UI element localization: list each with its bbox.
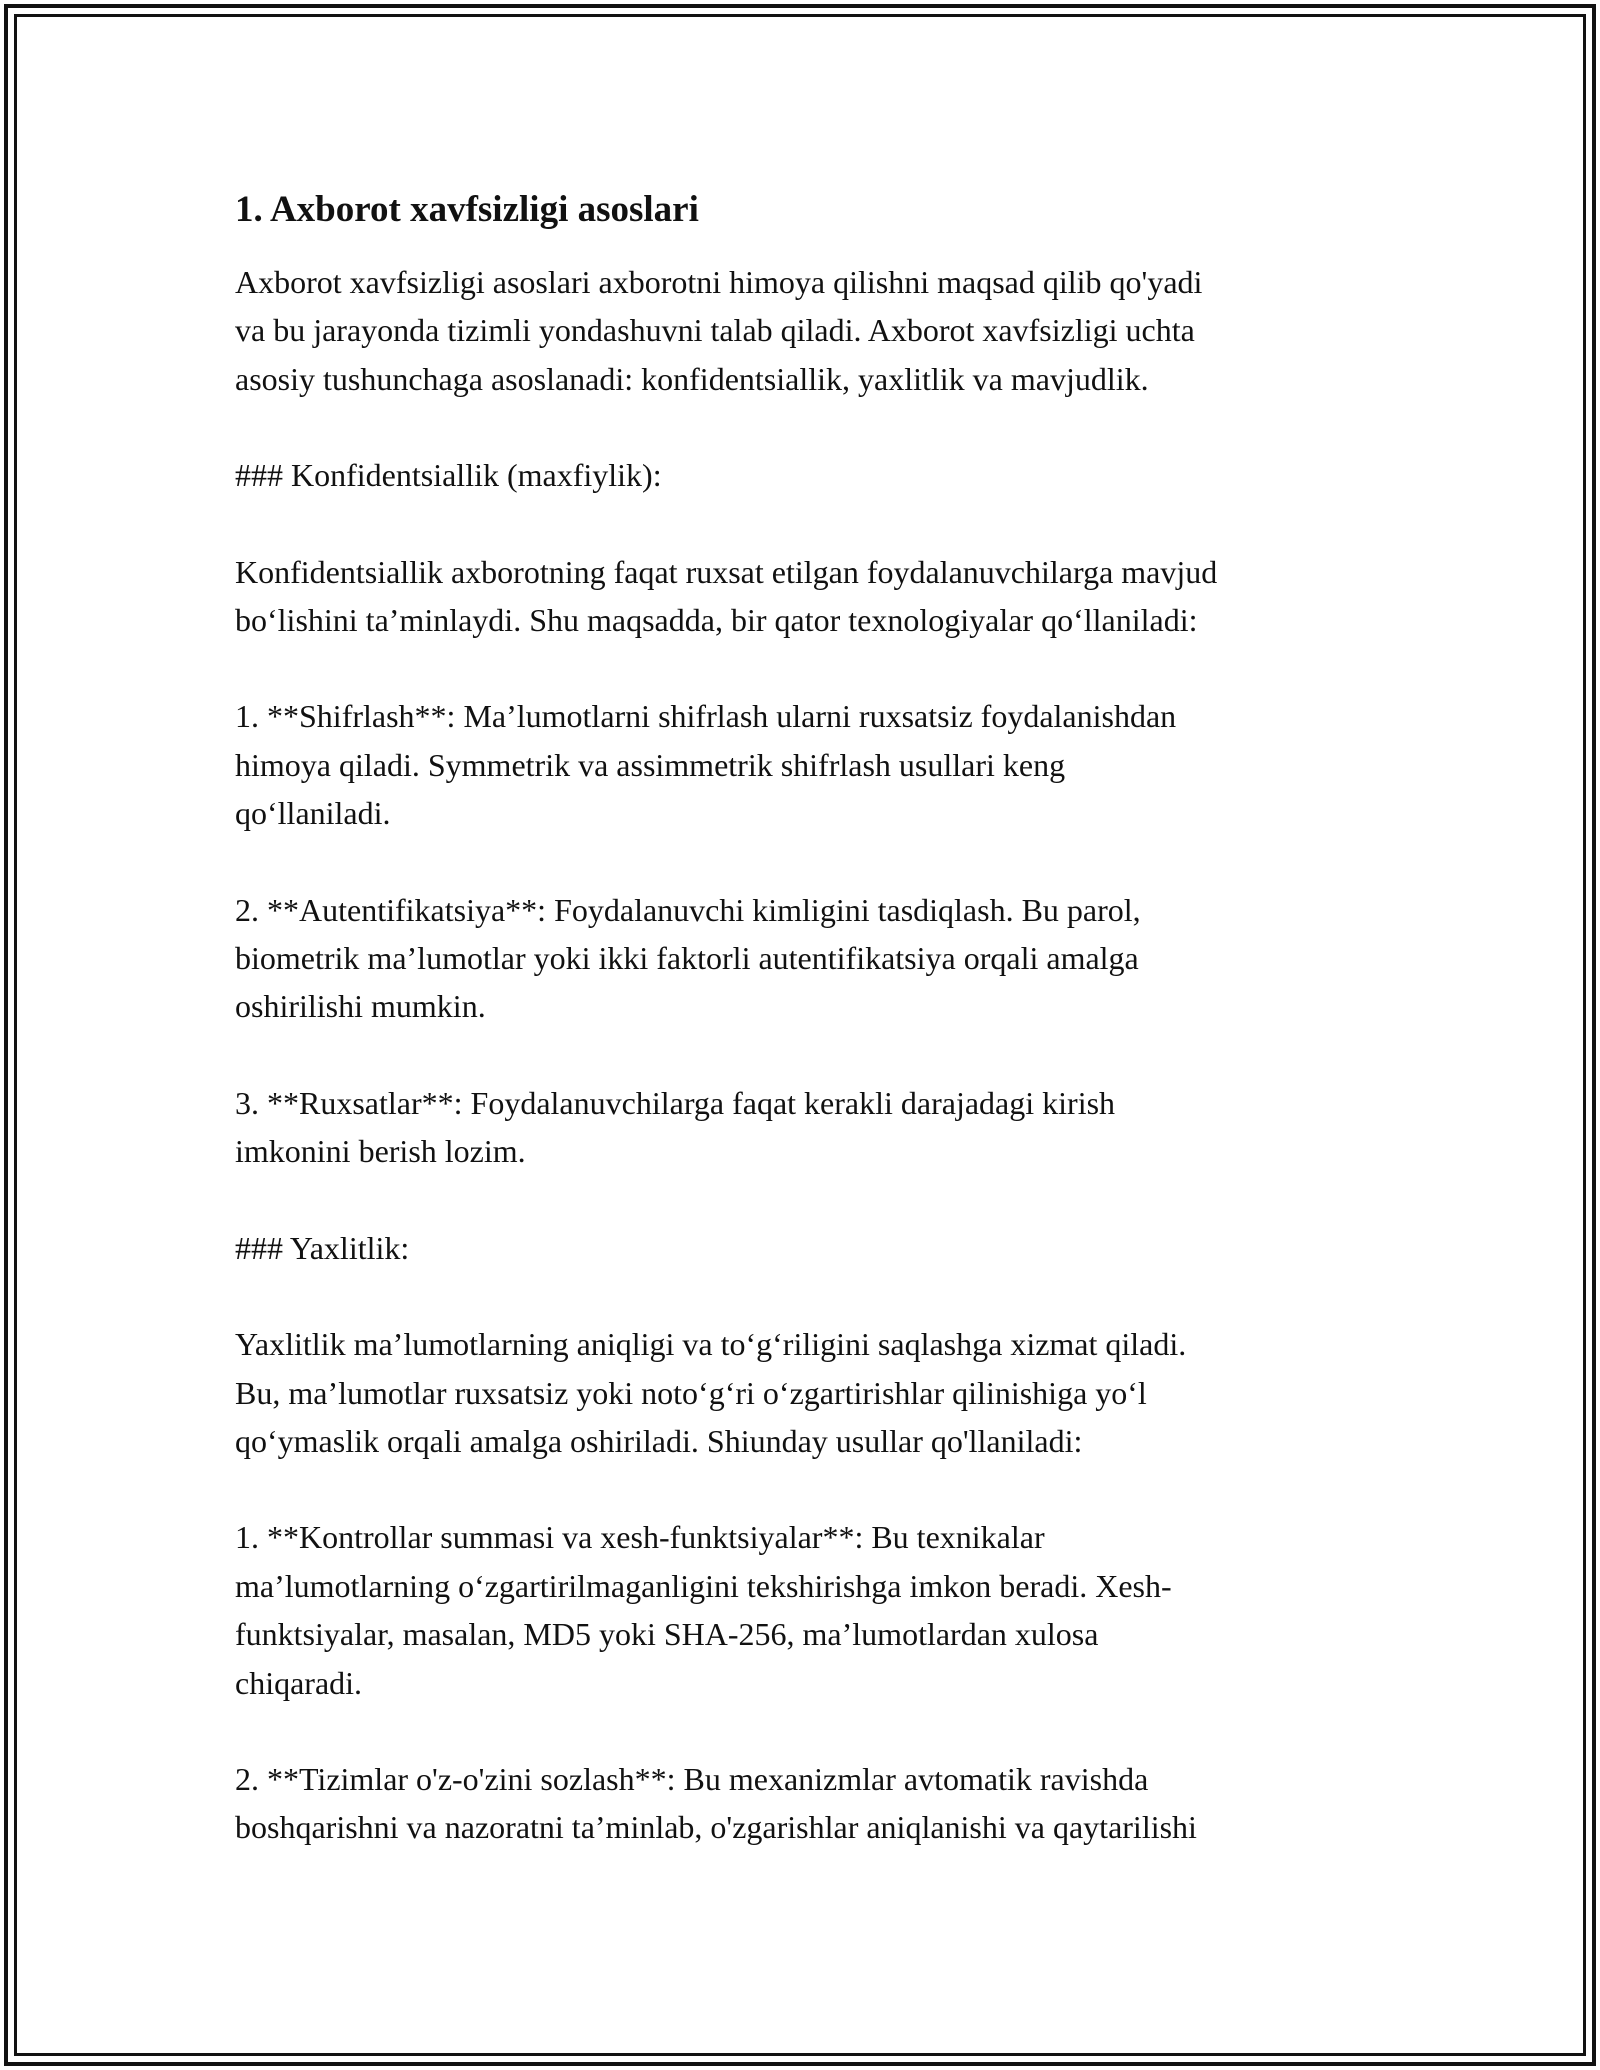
paragraph-intro: Axborot xavfsizligi asoslari axborotni himoya qilishni maqsad qilib qo'yadi va bu jarayonda tizimli yondashuvni talab qiladi. Axborot xavfsizligi uchta asosiy tushunchaga asoslanadi: konfidentsiallik, yaxlitlik va mavjudlik. xyxy=(235,264,1203,397)
heading-confidentiality: ### Konfidentsiallik (maxfiylik): xyxy=(235,457,662,494)
document-body xyxy=(235,186,1375,1900)
list-item-checksums: 1. **Kontrollar summasi va xesh-funktsiyalar**: Bu texnikalar ma’lumotlarning o‘zgartirilmaganligini tekshirishga imkon beradi. Xesh- funktsiyalar, masalan, MD5 yoki SHA-256, ma’lumotlardan xulosa chiqaradi. xyxy=(235,1519,1172,1701)
paragraph-integrity: Yaxlitlik ma’lumotlarning aniqligi va to‘g‘riligini saqlashga xizmat qiladi. Bu, ma’lumotlar ruxsatsiz yoki noto‘g‘ri o‘zgartirishlar qilinishiga yo‘l qo‘ymaslik orqali amalga oshiriladi. Shiunday usullar qo'llaniladi: xyxy=(235,1326,1187,1459)
paragraph-confidentiality: Konfidentsiallik axborotning faqat ruxsat etilgan foydalanuvchilarga mavjud bo‘lishini ta’minlaydi. Shu maqsadda, bir qator texnologiyalar qo‘llaniladi: xyxy=(235,553,1218,639)
list-item-encryption: 1. **Shifrlash**: Ma’lumotlarni shifrlash ularni ruxsatsiz foydalanishdan himoya qiladi. Symmetrik va assimmetrik shifrlash usullari keng qo‘llaniladi. xyxy=(235,698,1177,832)
document-title: 1. Axborot xavfsizligi asoslari xyxy=(235,189,699,230)
heading-integrity: ### Yaxlitlik: xyxy=(235,1229,410,1266)
list-item-authentication: 2. **Autentifikatsiya**: Foydalanuvchi kimligini tasdiqlash. Bu parol, biometrik ma’lumotlar yoki ikki faktorli autentifikatsiya orqali amalga oshirilishi mumkin. xyxy=(235,891,1141,1025)
list-item-permissions: 3. **Ruxsatlar**: Foydalanuvchilarga faqat kerakli darajadagi kirish imkonini berish lozim. xyxy=(235,1084,1116,1170)
list-item-self-tuning: 2. **Tizimlar o'z-o'zini sozlash**: Bu mexanizmlar avtomatik ravishda boshqarishni va nazoratni ta’minlab, o'zgarishlar aniqlanishi va qaytarilishi xyxy=(235,1760,1197,1846)
